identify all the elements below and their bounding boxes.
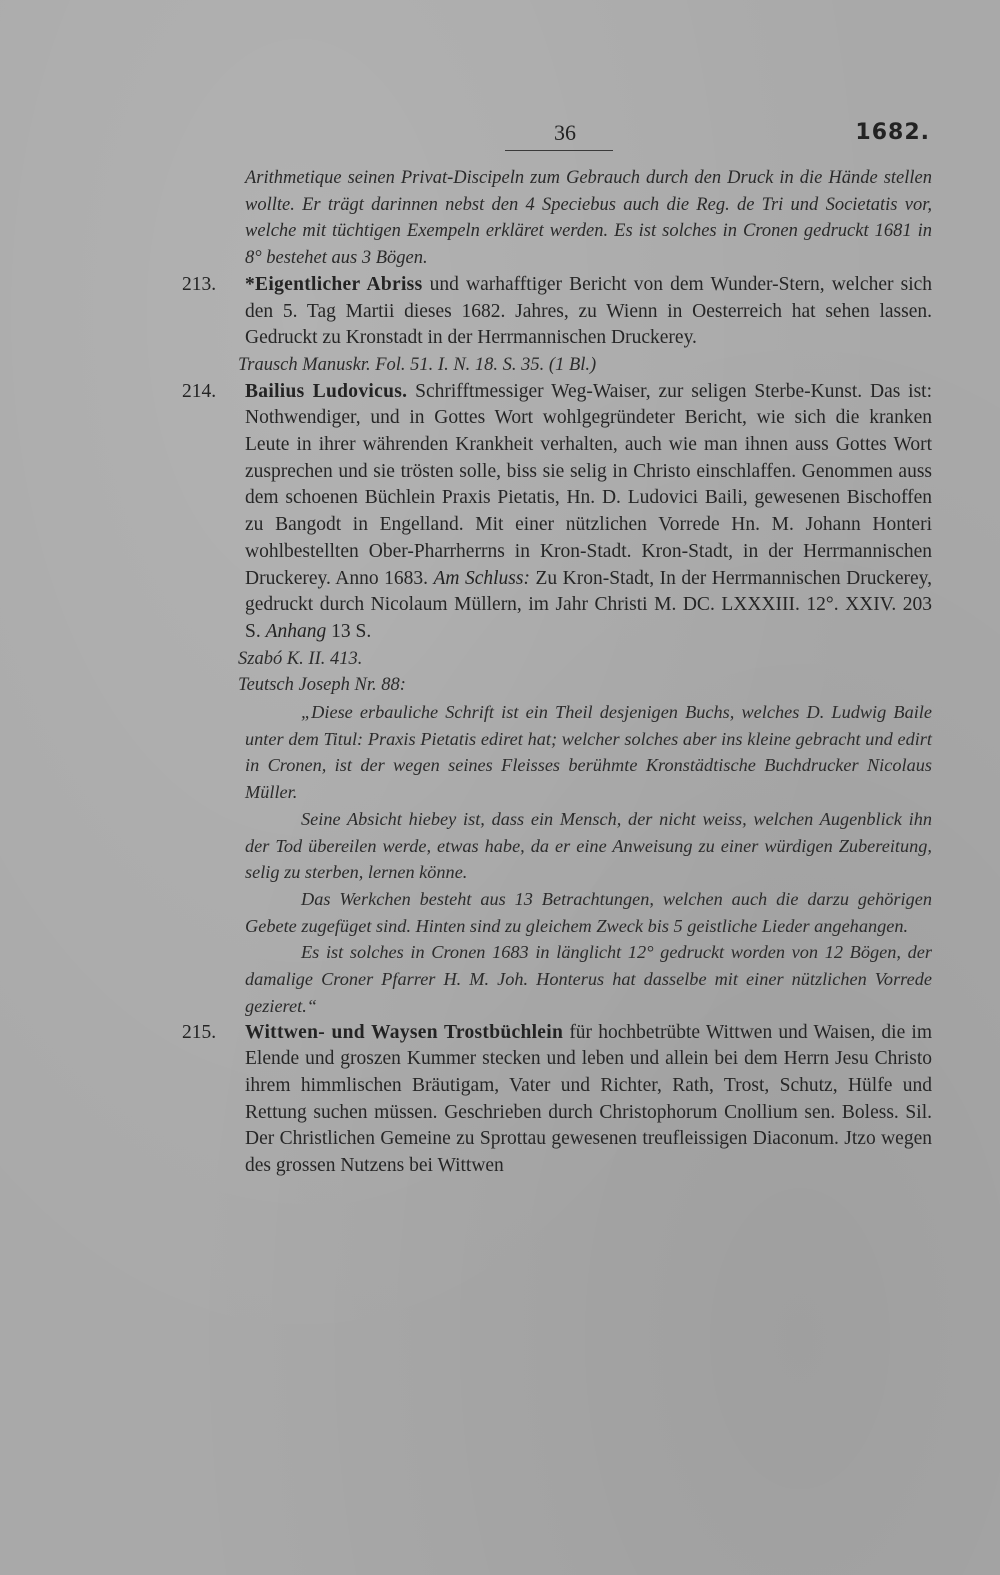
entry-title: Bailius Ludovicus.: [245, 380, 408, 402]
entry-number: 214.: [182, 380, 217, 402]
entry-214: [182, 379, 932, 646]
schluss-text: Zu Kron-Stadt, In der Herrmannischen Druckerey, gedruckt durch Nicolaum Müllern, im Jahr Christi M. DC. LXXXIII. 12°. XXIV. 203 S.: [245, 567, 933, 642]
entry-body: [245, 1020, 932, 1180]
entry-body: [245, 272, 932, 352]
page-number: 36: [554, 120, 576, 145]
running-year: 1682.: [855, 120, 930, 145]
anhang-label: Anhang: [265, 620, 327, 642]
entry-text: Schrifftmessiger Weg-Waiser, zur seligen Sterbe-Kunst. Das ist: Nothwendiger, und in Gottes Wort wohlgegründeter Bericht, wie sich die kranken Leute in ihrer währenden Krankheit verhalten, auch wie man ihnen auss Gottes Wort zusprechen und sie trösten solle, biss sie selig in Christo einschlaffen. Genommen auss dem schoenen Büchlein Praxis Pietatis, Hn. D. Ludovici Baili, gewesenen Bischoffen zu Bangodt in Engelland. Mit einer nützlichen Vorrede Hn. M. Johann Honteri wohlbestellten Ober-Pharrherrns in Kron-Stadt. Kron-Stadt, in der Herrmannischen Druckerey. Anno 1683.: [245, 380, 933, 589]
schluss-label: Am Schluss:: [433, 567, 530, 589]
continuation-paragraph: Arithmetique seinen Privat-Discipeln zum Gebrauch durch den Druck in die Hände stellen wollte. Er trägt darinnen nebst den 4 Speciebus auch die Reg. de Tri und Societatis vor, welche mit tüchtigen Exempeln erkläret werden. Es ist solches in Cronen gedruckt 1681 in 8° bestehet aus 3 Bögen.: [245, 168, 932, 269]
entry-reference: Szabó K. II. 413.: [238, 648, 363, 669]
entry-text: und warhafftiger Bericht von dem Wunder-Stern, welcher sich den 5. Tag Martii dieses 1682. Jahres, zu Wienn in Oesterreich hat sehen lassen. Gedruckt zu Kronstadt in der Herrmannischen Druckerey.: [245, 273, 933, 349]
entry-text: für hochbetrübte Wittwen und Waisen, die im Elende und groszen Kummer stecken und leben und allein bei dem Herrn Jesu Christo ihrem himmlischen Bräutigam, Vater und Richter, Rath, Trost, Schutz, Hülfe und Rettung suchen müssen. Geschrieben durch Christophorum Cnollium sen. Boless. Sil. Der Christlichen Gemeine zu Sprottau gewesenen treufleissigen Diaconum. Jtzo wegen des grossen Nutzens bei Wittwen: [245, 1021, 933, 1177]
header-rule: [505, 150, 613, 151]
quoted-note: Seine Absicht hiebey ist, dass ein Mensch, der nicht weiss, welchen Augenblick ihn der Tod übereilen werde, etwas habe, da er eine Anweisung zu einer würdigen Zubereitung, selig zu sterben, lernen könne.: [245, 808, 932, 883]
entry-reference: Trausch Manuskr. Fol. 51. I. N. 18. S. 35. (1 Bl.): [238, 354, 597, 375]
quoted-note: Das Werkchen besteht aus 13 Betrachtungen, welchen auch die darzu gehörigen Gebete zugefüget sind. Hinten sind zu gleichem Zweck bis 5 geistliche Lieder angehangen.: [245, 888, 932, 936]
entry-title: *Eigentlicher Abriss: [245, 273, 423, 295]
entry-body: [245, 379, 932, 646]
anhang-text: 13 S.: [331, 620, 372, 642]
entry-reference: Teutsch Joseph Nr. 88:: [238, 675, 406, 696]
entry-number: 213.: [182, 273, 217, 295]
entry-215: [182, 1020, 932, 1180]
page-header: [0, 118, 1000, 158]
quoted-note: „Diese erbauliche Schrift ist ein Theil desjenigen Buchs, welches D. Ludwig Baile unter dem Titul: Praxis Pietatis ediret hat; welcher solches aber ins kleine gebracht und edirt in Cronen, ist der wegen seines Fleisses berühmte Kronstädtische Buchdrucker Nicolaus Müller.: [245, 702, 932, 803]
quoted-note: Es ist solches in Cronen 1683 in länglicht 12° gedruckt worden von 12 Bögen, der damalige Croner Pfarrer H. M. Joh. Honterus hat dasselbe mit einer nützlichen Vorrede gezieret.“: [245, 942, 932, 1016]
entry-213: [182, 272, 932, 352]
entry-title: Wittwen- und Waysen Trostbüchlein: [245, 1021, 564, 1043]
page-content: [182, 165, 932, 1180]
entry-number: 215.: [182, 1021, 217, 1043]
